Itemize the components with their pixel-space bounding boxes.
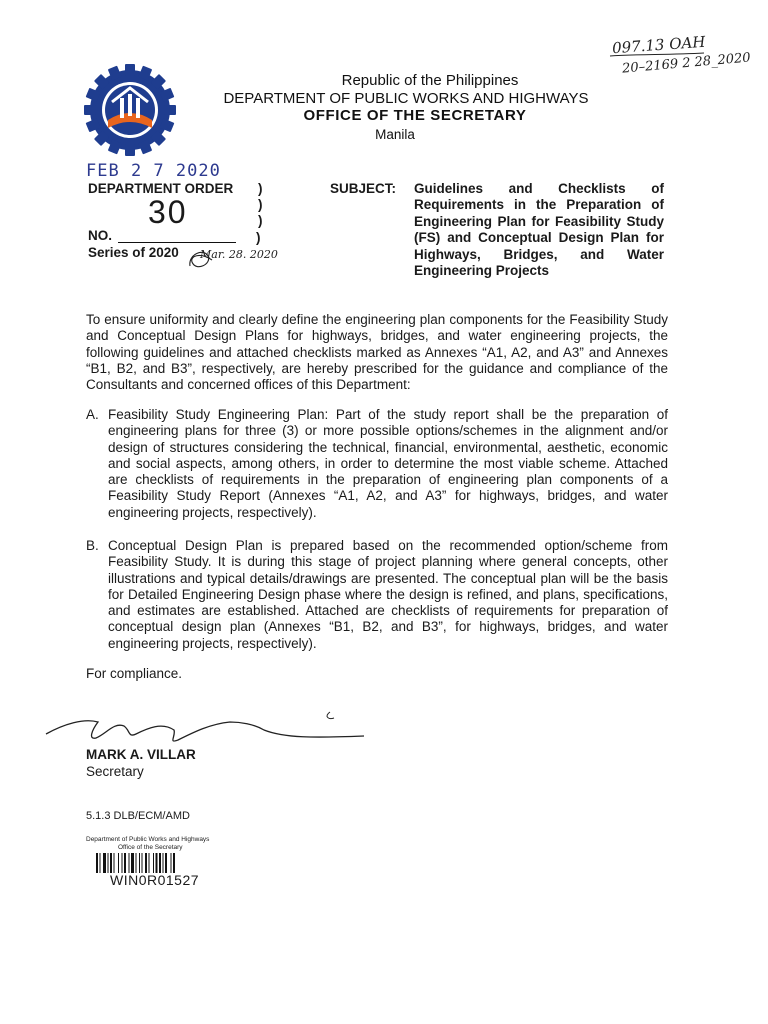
order-series: Series of 2020: [88, 245, 179, 260]
paren: ): [258, 213, 263, 228]
paren: ): [258, 181, 263, 196]
subject-text: Guidelines and Checklists of Requirements in the Preparation of Engineering Plan for Feasibility Study (FS) and Conceptual Design Plan for Highways, Bridges, and Water Engineering Projects: [414, 181, 664, 279]
handwritten-underline: [608, 52, 708, 76]
intro-paragraph: To ensure uniformity and clearly define the engineering plan components for the Feasibility Study and Conceptual Design Plans for highways, bridges, and water engineering projects, the following guidelines and attached checklists marked as Annexes “A1, A2, and A3” and Annexes “B1, B2, and B3”, respectively, are hereby prescribed for the guidance and compliance of the Consultants and concerned offices of this Department:: [86, 312, 668, 393]
barcode-org-label: Department of Public Works and Highways: [86, 836, 210, 843]
barcode-office-label: Office of the Secretary: [118, 844, 183, 851]
order-no-label: NO.: [88, 228, 113, 243]
dpwh-seal-logo: [82, 62, 178, 158]
paren: ): [258, 197, 263, 212]
item-a-letter: A.: [86, 407, 99, 422]
department-heading: DEPARTMENT OF PUBLIC WORKS AND HIGHWAYS: [223, 90, 589, 107]
city-heading: Manila: [375, 127, 415, 142]
item-a-text: Feasibility Study Engineering Plan: Part of the study report shall be the preparation of engineering plans for three (3) or more possible options/schemes in the alignment and/or design of structures considering the technical, financial, environmental, aesthetic, economic and social aspects, among others, in order to determine the most viable scheme. Attached are checklists of requirements in the preparation of engineering plan components of a Feasibility Study Report (Annexes “A1, A2, and A3” for highways, bridges, and water engineering projects, respectively).: [108, 407, 668, 520]
subject-label: SUBJECT:: [330, 181, 397, 196]
handwritten-annotation-date: 20–2169 2 28_2020: [621, 50, 752, 77]
signatory-title: Secretary: [86, 764, 144, 779]
order-number-underline: [118, 242, 236, 243]
order-number: 30: [148, 194, 188, 230]
series-handwritten-date: Mar. 28. 2020: [200, 248, 278, 261]
closing-line: For compliance.: [86, 666, 183, 681]
paren: ): [256, 230, 261, 245]
office-heading: OFFICE OF THE SECRETARY: [303, 107, 527, 124]
signatory-name: MARK A. VILLAR: [86, 747, 196, 762]
item-b-text: Conceptual Design Plan is prepared based on the recommended option/scheme from Feasibility Study. It is during this stage of project planning where general concepts, other illustrations and typical details/drawings are presented. The conceptual plan will be the basis for Detailed Engineering Design phase where the design is refined, and plans, specifications, and estimates are established. Attached are checklists of requirements for preparation of conceptual design plan (Annexes “B1, B2, and B3”, for highways, bridges, and water engineering projects, respectively).: [108, 538, 668, 651]
barcode: [96, 853, 224, 873]
handwritten-annotation: 097.13 OAH: [611, 32, 706, 58]
department-order-label: DEPARTMENT ORDER: [88, 181, 234, 196]
date-stamp: FEB 2 7 2020: [86, 161, 221, 181]
barcode-number: WIN0R01527: [110, 872, 200, 888]
reference-code: 5.1.3 DLB/ECM/AMD: [86, 810, 190, 822]
republic-heading: Republic of the Philippines: [341, 72, 519, 89]
item-b-letter: B.: [86, 538, 99, 553]
